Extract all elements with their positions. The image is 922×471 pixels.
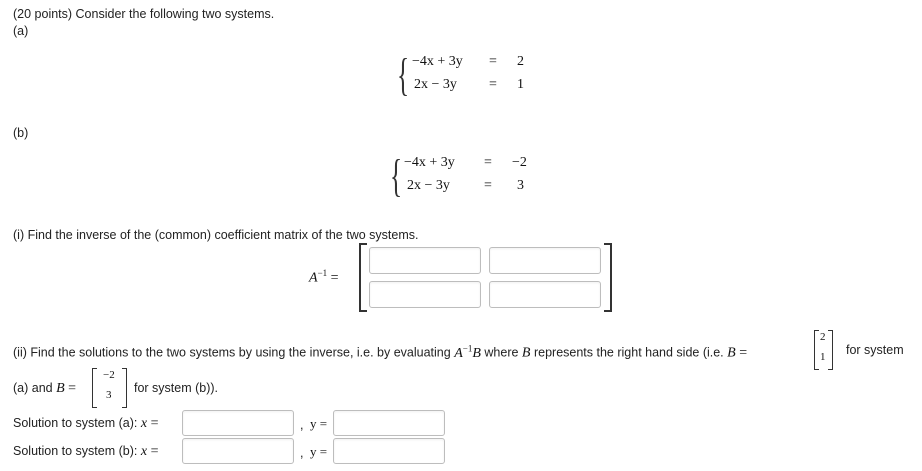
inverse-matrix-label: $A^{-1}$ = — [309, 268, 339, 286]
system-b-eq1-rhs: −2 — [512, 155, 527, 170]
system-a-brace: { — [397, 49, 410, 100]
question-i-text: (i) Find the inverse of the (common) coefficient matrix of the two systems. — [13, 228, 419, 242]
solution-b-y-label: y = — [310, 444, 328, 459]
solution-a-y-input[interactable] — [333, 410, 445, 436]
vector-a-right-bracket — [828, 330, 833, 370]
problem-header: (20 points) Consider the following two systems. — [13, 7, 275, 21]
question-ii-for-system: for system — [846, 343, 904, 357]
system-b-eq2-lhs: 2x − 3y — [407, 178, 450, 193]
solution-a-separator: , — [300, 418, 304, 432]
solution-a-y-label: y = — [310, 416, 328, 431]
part-a-label: (a) — [13, 24, 29, 38]
vector-a-left-bracket — [814, 330, 819, 370]
system-b-eq1-lhs: −4x + 3y — [404, 155, 455, 170]
question-ii-line-1: (ii) Find the solutions to the two systems by using the inverse, i.e. by evaluating $A^{-1}B$ where B represents the right hand side (i.e. B = — [13, 343, 748, 361]
question-ii-line-2: (a) and B = — [13, 381, 77, 396]
solution-a-x-input[interactable] — [182, 410, 294, 436]
system-a-eq1-lhs: −4x + 3y — [412, 54, 463, 69]
question-ii-for-system-b: for system (b)). — [134, 381, 219, 395]
inverse-matrix-cell-2-1[interactable] — [369, 281, 481, 308]
vector-a-entry-2: 1 — [820, 351, 826, 363]
system-b-eq1-equals: = — [484, 155, 492, 170]
system-a-eq1-rhs: 2 — [517, 54, 524, 69]
inverse-matrix-cell-1-1[interactable] — [369, 247, 481, 274]
solution-b-row: Solution to system (b): x = — [13, 444, 159, 459]
system-a-eq2-rhs: 1 — [517, 77, 524, 92]
solution-b-separator: , — [300, 446, 304, 460]
matrix-right-bracket — [604, 243, 612, 312]
solution-b-y-input[interactable] — [333, 438, 445, 464]
vector-b-right-bracket — [122, 368, 127, 408]
system-a-eq2-lhs: 2x − 3y — [414, 77, 457, 92]
vector-b-entry-2: 3 — [106, 389, 112, 401]
vector-b-entry-1: −2 — [103, 369, 115, 381]
system-b-eq2-rhs: 3 — [517, 178, 524, 193]
system-b-eq2-equals: = — [484, 178, 492, 193]
system-a-eq2-equals: = — [489, 77, 497, 92]
inverse-matrix-cell-1-2[interactable] — [489, 247, 601, 274]
solution-b-x-input[interactable] — [182, 438, 294, 464]
matrix-left-bracket — [359, 243, 367, 312]
vector-a-entry-1: 2 — [820, 331, 826, 343]
inverse-matrix-cell-2-2[interactable] — [489, 281, 601, 308]
part-b-label: (b) — [13, 126, 29, 140]
system-b-brace: { — [390, 150, 403, 201]
system-a-eq1-equals: = — [489, 54, 497, 69]
solution-a-row: Solution to system (a): x = — [13, 416, 159, 431]
vector-b-left-bracket — [92, 368, 97, 408]
